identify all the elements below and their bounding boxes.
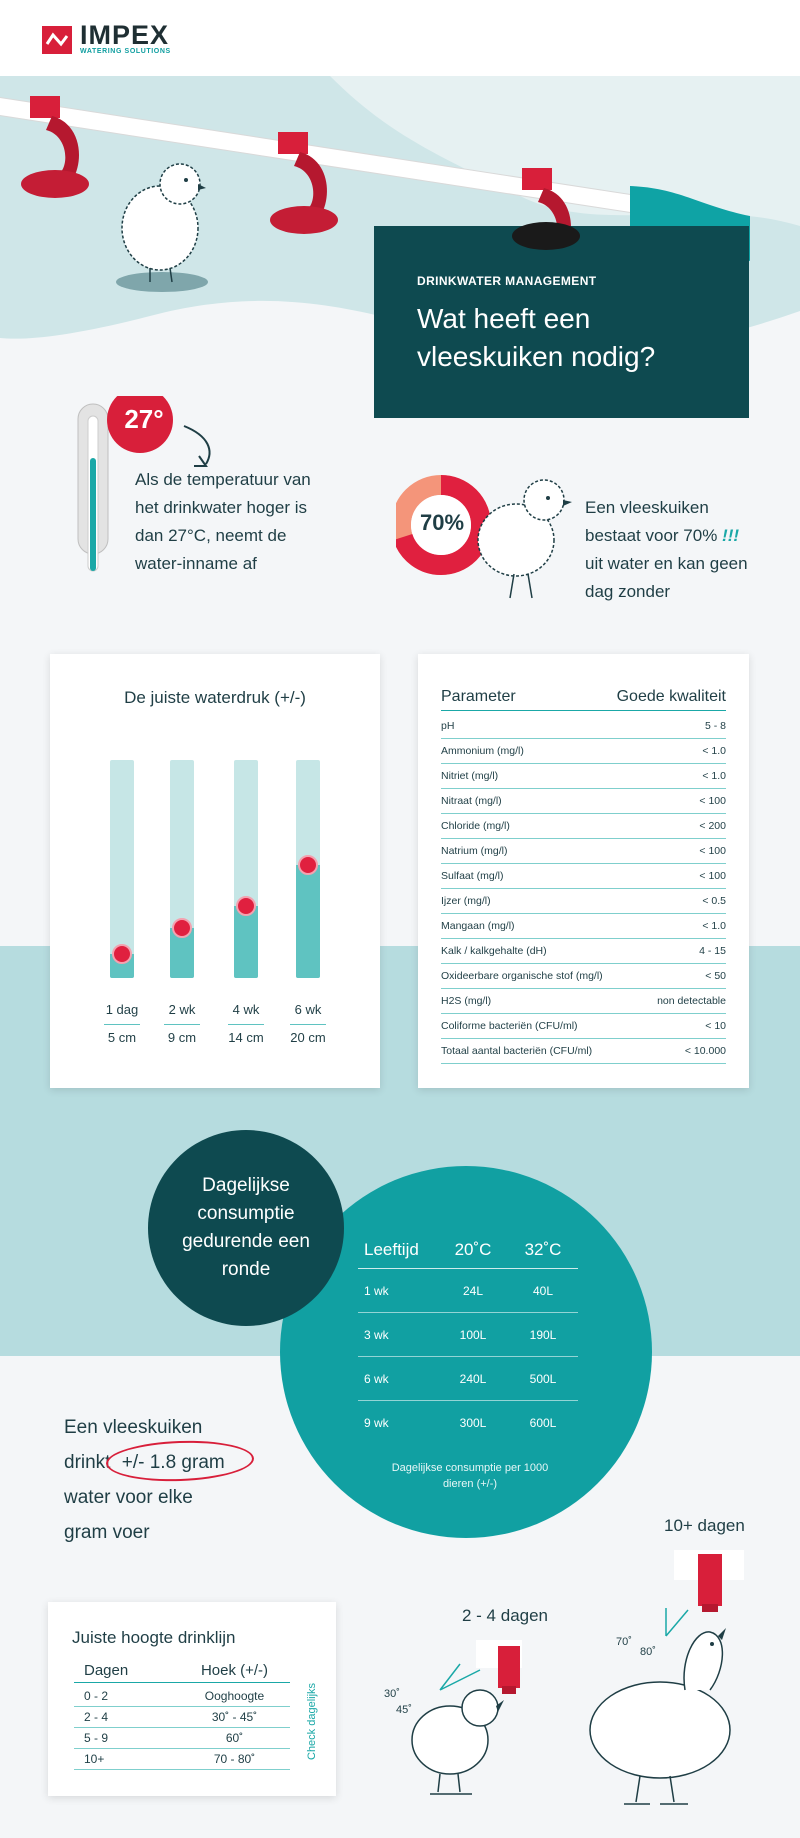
- consumption-cell-t20: 300L: [459, 1416, 487, 1430]
- height-row: [74, 1749, 290, 1770]
- pressure-separator: [290, 1024, 326, 1025]
- height-angle: 30˚ - 45˚: [211, 1710, 258, 1724]
- pressure-height-label: 5 cm: [107, 1030, 137, 1045]
- param-value: < 0.5: [702, 895, 726, 907]
- param-name: Totaal aantal bacteriën (CFU/ml): [441, 1045, 593, 1057]
- consumption-row: [358, 1269, 578, 1313]
- water-share-emphasis: !!!: [722, 526, 740, 545]
- param-row: [441, 789, 726, 814]
- param-name: Ammonium (mg/l): [441, 745, 524, 757]
- pressure-separator: [104, 1024, 140, 1025]
- angle-label-70: 70˚: [616, 1636, 632, 1648]
- param-value: < 1.0: [702, 745, 726, 757]
- param-name: Oxideerbare organische stof (mg/l): [441, 970, 603, 982]
- height-angle: 60˚: [225, 1731, 244, 1745]
- height-row: [74, 1707, 290, 1728]
- height-card: [48, 1602, 336, 1796]
- param-row: [441, 1039, 726, 1064]
- height-row: [74, 1686, 290, 1707]
- consumption-note: Dagelijkse consumptie per 1000 dieren (+/-): [391, 1462, 549, 1490]
- water-share-chart: [396, 470, 576, 605]
- param-row: [441, 939, 726, 964]
- height-angle: 70 - 80˚: [213, 1752, 256, 1766]
- temperature-text: Als de temperatuur van het drinkwater hoger is dan 27°C, neemt de water-inname af: [135, 470, 311, 573]
- param-name: Nitriet (mg/l): [441, 770, 499, 782]
- stage-small-label: 2 - 4 dagen: [462, 1606, 549, 1625]
- angle-label-30: 30˚: [384, 1688, 400, 1700]
- height-title: Juiste hoogte drinklijn: [72, 1628, 236, 1647]
- pressure-height-label: 9 cm: [167, 1030, 197, 1045]
- param-row: [441, 839, 726, 864]
- pressure-tube-fill: [296, 865, 320, 978]
- consumption-rows: [358, 1269, 578, 1445]
- param-value: < 100: [699, 795, 726, 807]
- param-row: [441, 714, 726, 739]
- header: [0, 0, 800, 76]
- param-row: [441, 1014, 726, 1039]
- check-daily-note: Check dagelijks: [306, 1682, 318, 1760]
- pressure-level-marker-icon: [172, 918, 192, 938]
- pressure-level-marker-icon: [112, 944, 132, 964]
- param-value: < 200: [699, 820, 726, 832]
- pressure-separator: [228, 1024, 264, 1025]
- param-value: < 50: [705, 970, 726, 982]
- consumption-header-20: 20˚C: [454, 1240, 492, 1259]
- stage-large-label: 10+ dagen: [664, 1516, 745, 1535]
- params-card: [418, 654, 749, 1088]
- drink-line-1: Een vleeskuiken: [64, 1417, 203, 1438]
- pressure-age-label: 6 wk: [294, 1002, 322, 1017]
- hero-title: Wat heeft een vleeskuiken nodig?: [417, 303, 656, 372]
- param-value: non detectable: [657, 995, 726, 1007]
- pressure-tube: [170, 760, 194, 978]
- pressure-age-label: 4 wk: [232, 1002, 260, 1017]
- param-name: Kalk / kalkgehalte (dH): [441, 945, 547, 957]
- pressure-age-label: 2 wk: [168, 1002, 196, 1017]
- logo-mark-icon: [42, 26, 72, 54]
- param-row: [441, 814, 726, 839]
- drinker-cup-icon: [509, 204, 584, 252]
- consumption-cell-t20: 100L: [459, 1327, 487, 1342]
- pressure-height-label: 14 cm: [228, 1030, 264, 1045]
- drink-line-3: water voor elke: [64, 1487, 193, 1508]
- param-name: Sulfaat (mg/l): [441, 870, 504, 882]
- hero-title-box: [374, 226, 749, 418]
- water-share-text: [585, 494, 755, 606]
- consumption-cell-t32: 500L: [529, 1371, 557, 1386]
- params-header-quality: Goede kwaliteit: [616, 688, 726, 705]
- param-value: < 1.0: [702, 770, 726, 782]
- drink-line-4: gram voer: [64, 1522, 150, 1543]
- param-name: Ijzer (mg/l): [441, 895, 491, 907]
- logo-text: IMPEX: [80, 20, 170, 50]
- pressure-age-label: 1 dag: [105, 1002, 139, 1017]
- param-name: Mangaan (mg/l): [441, 920, 515, 932]
- height-header-angle: Hoek (+/-): [200, 1662, 269, 1679]
- temperature-badge: 27°: [124, 404, 164, 434]
- water-share-badge: 70%: [419, 510, 465, 535]
- param-name: Natrium (mg/l): [441, 845, 508, 857]
- param-name: pH: [441, 720, 455, 732]
- param-row: [441, 989, 726, 1014]
- consumption-header: [358, 1240, 578, 1269]
- drink-line-2-pre: drinkt: [64, 1452, 111, 1473]
- consumption-cell-t32: 190L: [529, 1327, 557, 1342]
- height-days: 5 - 9: [84, 1731, 109, 1745]
- consumption-label-circle: [148, 1130, 344, 1326]
- param-value: < 10.000: [684, 1045, 726, 1057]
- param-name: Chloride (mg/l): [441, 820, 510, 832]
- hero-kicker: DRINKWATER MANAGEMENT: [417, 274, 597, 288]
- param-row: [441, 889, 726, 914]
- angle-label-45: 45˚: [396, 1704, 412, 1716]
- highlight-ring-icon: [105, 1438, 254, 1483]
- drink-amount: [116, 1445, 231, 1480]
- height-row: [74, 1728, 290, 1749]
- param-row: [441, 914, 726, 939]
- param-value: 5 - 8: [704, 720, 726, 732]
- consumption-cell-t32: 40L: [532, 1283, 554, 1298]
- param-value: 4 - 15: [699, 945, 726, 957]
- consumption-row: [358, 1401, 578, 1445]
- consumption-cell-t32: 600L: [529, 1416, 557, 1430]
- consumption-table: [358, 1240, 578, 1445]
- pressure-tube-fill: [234, 906, 258, 978]
- consumption-cell-age: 9 wk: [364, 1416, 389, 1430]
- param-row: [441, 764, 726, 789]
- pressure-level-marker-icon: [298, 855, 318, 875]
- angle-label-80: 80˚: [640, 1646, 656, 1658]
- consumption-cell-age: 1 wk: [364, 1283, 389, 1298]
- consumption-label: Dagelijkse consumptie gedurende een ronde: [182, 1175, 310, 1280]
- chicken-drinking-illustration: [380, 1540, 780, 1810]
- drink-amount-value: +/- 1.8 gram: [121, 1452, 225, 1473]
- param-value: < 100: [699, 870, 726, 882]
- consumption-header-age: Leeftijd: [364, 1240, 419, 1259]
- pressure-height-label: 20 cm: [290, 1030, 326, 1045]
- params-header: [441, 688, 726, 711]
- param-value: < 100: [699, 845, 726, 857]
- consumption-cell-age: 3 wk: [364, 1327, 389, 1342]
- param-row: [441, 739, 726, 764]
- consumption-cell-t20: 240L: [459, 1371, 487, 1386]
- water-share-text-end: uit water en kan geen dag zonder: [585, 554, 748, 601]
- param-value: < 10: [705, 1020, 726, 1032]
- logo-tagline: WATERING SOLUTIONS: [80, 48, 171, 55]
- height-angle: Ooghoogte: [204, 1689, 265, 1703]
- consumption-row: [358, 1357, 578, 1401]
- pressure-separator: [164, 1024, 200, 1025]
- water-share-text-start: Een vleeskuiken bestaat voor 70%: [585, 498, 718, 545]
- height-header-days: Dagen: [84, 1662, 129, 1679]
- param-row: [441, 864, 726, 889]
- param-value: < 1.0: [702, 920, 726, 932]
- params-header-name: Parameter: [441, 688, 516, 705]
- consumption-cell-age: 6 wk: [364, 1371, 389, 1386]
- pressure-card: [50, 654, 380, 1088]
- pressure-tube: [234, 760, 258, 978]
- height-days: 10+: [84, 1752, 105, 1766]
- consumption-row: [358, 1313, 578, 1357]
- drink-line-2: [64, 1445, 314, 1480]
- param-row: [441, 964, 726, 989]
- pressure-level-marker-icon: [236, 896, 256, 916]
- height-days: 2 - 4: [84, 1710, 109, 1724]
- consumption-cell-t20: 24L: [462, 1283, 484, 1298]
- param-name: Coliforme bacteriën (CFU/ml): [441, 1020, 578, 1032]
- height-days: 0 - 2: [84, 1689, 109, 1703]
- height-header: [74, 1662, 290, 1683]
- param-name: Nitraat (mg/l): [441, 795, 502, 807]
- param-name: H2S (mg/l): [441, 995, 492, 1007]
- pressure-title: De juiste waterdruk (+/-): [124, 688, 306, 707]
- drink-text: [64, 1410, 314, 1550]
- consumption-header-32: 32˚C: [524, 1240, 562, 1259]
